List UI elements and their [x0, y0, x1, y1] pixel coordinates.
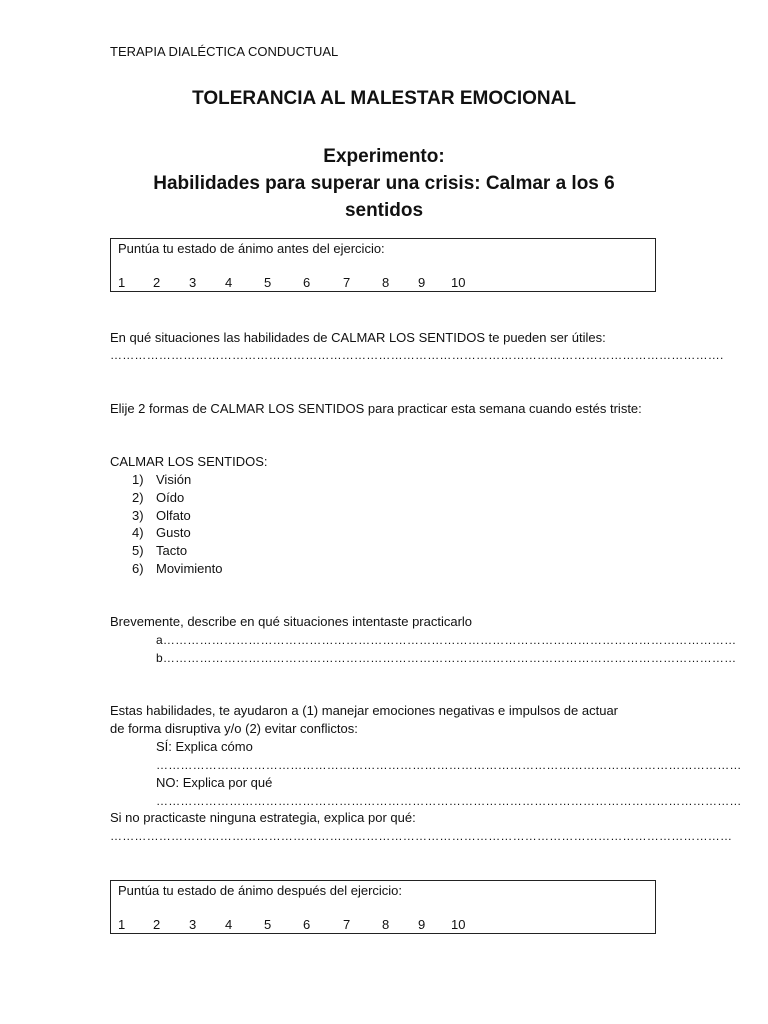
mood-before-box [110, 238, 656, 292]
mood-before-scale [111, 275, 655, 291]
mood-after-option[interactable]: 6 [303, 917, 311, 932]
subtitle [130, 143, 638, 224]
mood-after-option[interactable]: 3 [189, 917, 197, 932]
mood-after-option[interactable]: 1 [118, 917, 126, 932]
mood-after-option[interactable]: 2 [153, 917, 161, 932]
mood-before-option[interactable]: 5 [264, 275, 272, 290]
answer-line-useful-situations[interactable]: ……………………………………………………………………………………………………………………………………. [110, 348, 724, 362]
mood-before-prompt: Puntúa tu estado de ánimo antes del ejercicio: [118, 241, 385, 256]
answer-line-no-practice[interactable]: ……………………………………………………………………………………………………………………………………… [110, 829, 733, 843]
mood-after-option[interactable]: 4 [225, 917, 233, 932]
mood-after-option[interactable]: 10 [451, 917, 466, 932]
subtitle-line-2: Habilidades para superar una crisis: Calmar a los 6 [153, 173, 615, 194]
no-explain-label: NO: Explica por qué [156, 775, 273, 790]
subtitle-line-1: Experimento: [323, 146, 445, 167]
worksheet-page: TERAPIA DIALÉCTICA CONDUCTUAL TOLERANCIA AL MALESTAR EMOCIONAL Experimento: Habilidades para superar una crisis: Calmar a los 6 sentidos Puntúa tu estado de ánimo antes del ejercicio: 1 2 3 4 5 6 7 8 9 10 En qué situaciones las habilidades de CALMAR LOS SENTIDOS te pueden ser útiles: ……………………………………………………………………………………………………………………………………. Elije 2 formas de CALMAR LOS SENTIDOS para practicar esta semana cuando estés triste: CALMAR LOS SENTIDOS: 1) Visión 2) Oído 3) Olfato 4) Gusto 5) Tacto 6) Movimiento Brevemente, describe en qué situaciones intentaste practicarlo a…………………………………………………………………………………………………………………………… b…………………………………………………………………………………………………………………………… Estas habilidades, te ayudaron a (1) manejar emociones negativas e impulsos de actuar de forma disruptiva y/o (2) evitar conflictos: SÍ: Explica cómo ……………………………………………………………………………………………………………………………… NO: Explica por qué ……………………………………………………………………………………………………………………………… Si no practicaste ninguna estrategia, explica por qué: ……………………………………………………………………………………………………………………………………… Puntúa tu estado de ánimo después del ejercicio: 1 2 3 4 5 6 7 8 9 10 [0, 0, 768, 1024]
question-helped-line-2: de forma disruptiva y/o (2) evitar conflictos: [110, 721, 358, 736]
subtitle-line-3: sentidos [344, 200, 424, 221]
mood-before-option[interactable]: 4 [225, 275, 233, 290]
mood-before-option[interactable]: 1 [118, 275, 126, 290]
answer-line-yes[interactable]: ……………………………………………………………………………………………………………………………… [156, 758, 742, 772]
question-describe-situations: Brevemente, describe en qué situaciones intentaste practicarlo [110, 614, 473, 629]
answer-line-b[interactable]: b…………………………………………………………………………………………………………………………… [156, 651, 737, 665]
page-title: TOLERANCIA AL MALESTAR EMOCIONAL [192, 88, 576, 109]
mood-after-prompt: Puntúa tu estado de ánimo después del ejercicio: [118, 883, 403, 898]
mood-after-box [110, 880, 656, 934]
mood-before-option[interactable]: 10 [451, 275, 466, 290]
mood-after-option[interactable]: 9 [418, 917, 426, 932]
question-choose-two: Elije 2 formas de CALMAR LOS SENTIDOS para practicar esta semana cuando estés triste: [110, 401, 642, 416]
question-no-practice: Si no practicaste ninguna estrategia, explica por qué: [110, 810, 416, 825]
mood-before-option[interactable]: 7 [343, 275, 351, 290]
mood-before-option[interactable]: 8 [382, 275, 390, 290]
mood-after-option[interactable]: 7 [343, 917, 351, 932]
yes-explain-label: SÍ: Explica cómo [156, 739, 253, 754]
mood-before-option[interactable]: 9 [418, 275, 426, 290]
question-useful-situations: En qué situaciones las habilidades de CALMAR LOS SENTIDOS te pueden ser útiles: [110, 330, 606, 345]
document-header: TERAPIA DIALÉCTICA CONDUCTUAL [110, 44, 339, 59]
mood-before-option[interactable]: 6 [303, 275, 311, 290]
senses-heading: CALMAR LOS SENTIDOS: [110, 454, 268, 469]
mood-after-scale [111, 917, 655, 933]
mood-before-option[interactable]: 2 [153, 275, 161, 290]
mood-before-option[interactable]: 3 [189, 275, 197, 290]
mood-after-option[interactable]: 8 [382, 917, 390, 932]
answer-line-no[interactable]: ……………………………………………………………………………………………………………………………… [156, 794, 742, 808]
question-helped-line-1: Estas habilidades, te ayudaron a (1) manejar emociones negativas e impulsos de actuar [110, 703, 619, 718]
answer-line-a[interactable]: a…………………………………………………………………………………………………………………………… [156, 633, 737, 647]
mood-after-option[interactable]: 5 [264, 917, 272, 932]
